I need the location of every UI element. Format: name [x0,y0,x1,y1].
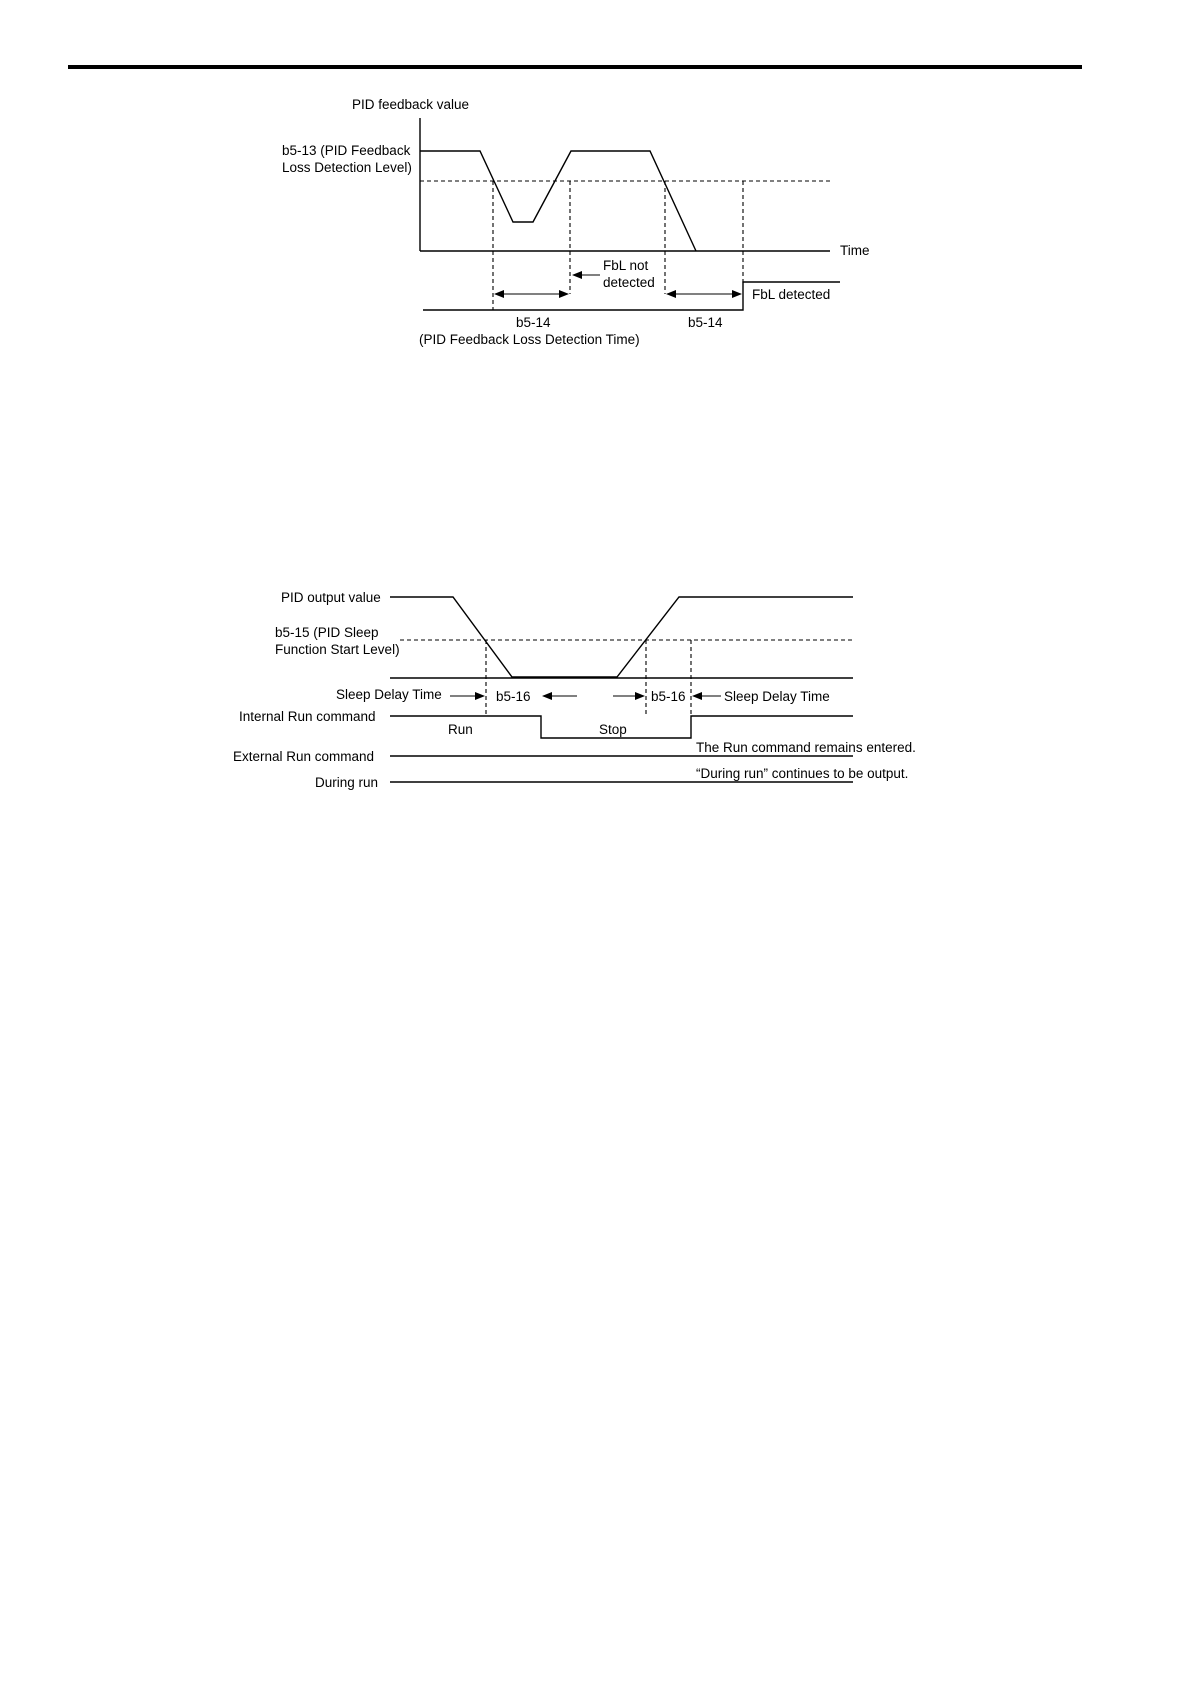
y-axis-label: PID feedback value [352,97,470,112]
sleep-level-label-line1: b5-15 (PID Sleep [275,625,379,640]
page-header-rule [68,65,1082,69]
external-run-label: External Run command [233,749,375,764]
feedback-waveform [420,151,696,251]
b5-14-caption: (PID Feedback Loss Detection Time) [419,332,640,347]
sleep-function-timing-diagram [0,580,1191,800]
sleep-delay-right-label: Sleep Delay Time [724,689,830,704]
stop-state-label: Stop [599,722,627,737]
pid-output-label: PID output value [281,590,381,605]
during-run-label: During run [315,775,379,790]
fbl-detected-label: FbL detected [752,287,831,302]
fbl-not-detected-line2: detected [603,275,655,290]
b5-16-right-label: b5-16 [651,689,686,704]
pid-output-waveform [390,597,853,677]
fbl-not-detected-line1: FbL not [603,258,649,273]
b5-16-left-label: b5-16 [496,689,531,704]
b5-14-left-label: b5-14 [516,315,551,330]
b5-14-right-label: b5-14 [688,315,723,330]
external-run-note: The Run command remains entered. [696,740,916,755]
sleep-delay-left-label: Sleep Delay Time [336,687,442,702]
run-state-label: Run [448,722,473,737]
feedback-loss-timing-diagram [0,80,1191,360]
time-axis-label: Time [840,243,870,258]
internal-run-label: Internal Run command [239,709,376,724]
detection-level-label-line1: b5-13 (PID Feedback [282,143,411,158]
during-run-note: “During run” continues to be output. [696,766,909,781]
detection-level-label-line2: Loss Detection Level) [282,160,412,175]
sleep-level-label-line2: Function Start Level) [275,642,400,657]
